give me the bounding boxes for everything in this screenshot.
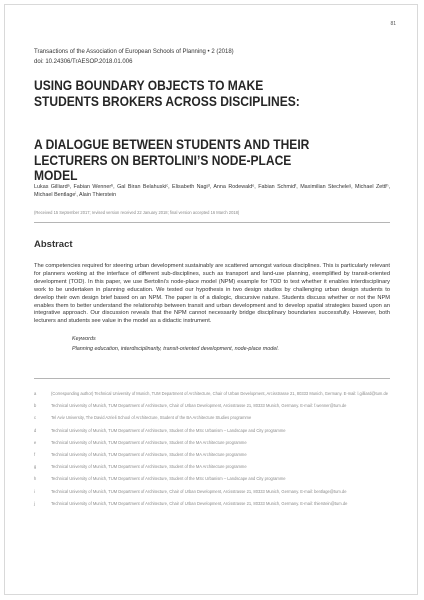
journal-name: Transactions of the Association of European Schools of Planning • 2 (2018): [34, 49, 234, 55]
footnote-text: Technical University of Munich, TUM Department of Architecture, Student of the MA Architecture programme: [51, 451, 247, 457]
footnote-text: (Corresponding author) Technical University of Munich, TUM Department of Architecture, Chair of Urban Development, Arcisstrasse 21, 80333 Munich, Germany. E-mail: l.gilliard@tum.de: [51, 391, 389, 396]
footnotes: [34, 391, 390, 513]
abstract-heading: Abstract: [34, 239, 73, 250]
footnote-mark: g: [34, 464, 37, 470]
footnote: [34, 476, 390, 482]
keywords-heading: Keywords: [72, 336, 96, 342]
footnote: [34, 428, 390, 434]
footnote-mark: f: [34, 451, 36, 457]
footnote-mark: d: [34, 427, 37, 433]
paper-title: [34, 78, 342, 109]
divider: [34, 378, 390, 379]
author-list: Lukas Gilliardᵃ, Fabian Wennerᵇ, Gal Biran Belahuskiᶜ, Elisabeth Nagiᵈ, Anna Rodewaldᵉ, Fabian Schmidᶠ, Maximilian Stechelеᵍ, Michael Zettlʰ, Michael Bentlageⁱ, Alain Thierstein: [34, 184, 390, 199]
abstract-text: The competencies required for steering urban development sustainably are scattered amongst various disciplines. This is particularly relevant for planners working at the interface of different sub-disciplines, such as transport and land-use planning, exemplified by transit-oriented development (TOD). In this paper, we use Bertolini’s node-place model (NPM) example for TOD to test whether it enables interdisciplinary work to be undertaken in planning education. We tested our hypothesis in two design studios by challenging urban design students to develop their own design brief based on an NPM. The paper is of a dialogic, discursive nature. Students discuss whether or not the NPM enables them to better understand the relationship between transit and urban development and to develop spatial strategies based upon an integrative approach. Our discussion reveals that the NPM cannot necessarily bridge disciplinary boundaries successfully. However, both lecturers and students see value in the model as a didactic instrument.: [34, 263, 390, 325]
title-line: STUDENTS BROKERS ACROSS DISCIPLINES:: [34, 92, 300, 109]
footnote-mark: h: [34, 476, 37, 482]
footnote-text: Technical University of Munich, TUM Department of Architecture, Student of the MSc Urbanism – Landscape and City programme: [51, 427, 286, 433]
footnote-mark: a: [34, 391, 37, 396]
doi: doi: 10.24306/TrAESOP.2018.01.006: [34, 58, 133, 65]
footnote-mark: j: [34, 500, 35, 506]
footnote-text: Technical University of Munich, TUM Department of Architecture, Chair of Urban Development, Arcisstrasse 21, 80333 Munich, Germany. E-mail: bentlage@tum.de: [51, 488, 347, 494]
footnote-mark: e: [34, 439, 37, 445]
footnote: [34, 452, 390, 458]
title-line: USING BOUNDARY OBJECTS TO MAKE: [34, 77, 264, 93]
received-dates: (Received 15 September 2017; revised version received 22 January 2018; final version accepted 16 March 2018): [34, 210, 240, 215]
footnote-mark: b: [34, 403, 37, 409]
footnote-text: Tel Aviv University, The David Azrieli School of Architecture, Student of the BA Architecture Studies programme: [51, 415, 252, 421]
footnote-mark: i: [34, 488, 35, 494]
subtitle-line: MODEL: [34, 167, 78, 183]
footnote-text: Technical University of Munich, TUM Department of Architecture, Chair of Urban Development, Arcisstrasse 21, 80333 Munich, Germany. E-mail: f.wenner@tum.de: [51, 403, 347, 409]
page-number: 81: [390, 21, 396, 27]
paper-subtitle: [34, 137, 342, 184]
footnote: [34, 415, 390, 421]
keywords-text: Planning education, interdisciplinarity, transit-oriented development, node-place model.: [72, 346, 279, 352]
footnote-text: Technical University of Munich, TUM Department of Architecture, Chair of Urban Development, Arcisstrasse 21, 80333 Munich, Germany. E-mail: thierstein@tum.de: [51, 500, 348, 506]
subtitle-line: LECTURERS ON BERTOLINI’S NODE-PLACE: [34, 151, 292, 168]
subtitle-line: A DIALOGUE BETWEEN STUDENTS AND THEIR: [34, 136, 310, 152]
footnote: [34, 403, 390, 409]
journal-info: [34, 48, 234, 67]
footnote: [34, 391, 390, 397]
footnote-text: Technical University of Munich, TUM Department of Architecture, Student of the MA Architecture programme: [51, 464, 247, 470]
footnote-text: Technical University of Munich, TUM Department of Architecture, Student of the MA Architecture programme: [51, 439, 247, 445]
footnote-text: Technical University of Munich, TUM Department of Architecture, Student of the MSc Urbanism – Landscape and City programme: [51, 476, 286, 482]
footnote-mark: c: [34, 415, 37, 421]
footnote: [34, 489, 390, 495]
footnote: [34, 440, 390, 446]
footnote: [34, 501, 390, 507]
footnote: [34, 464, 390, 470]
divider: [34, 222, 390, 223]
